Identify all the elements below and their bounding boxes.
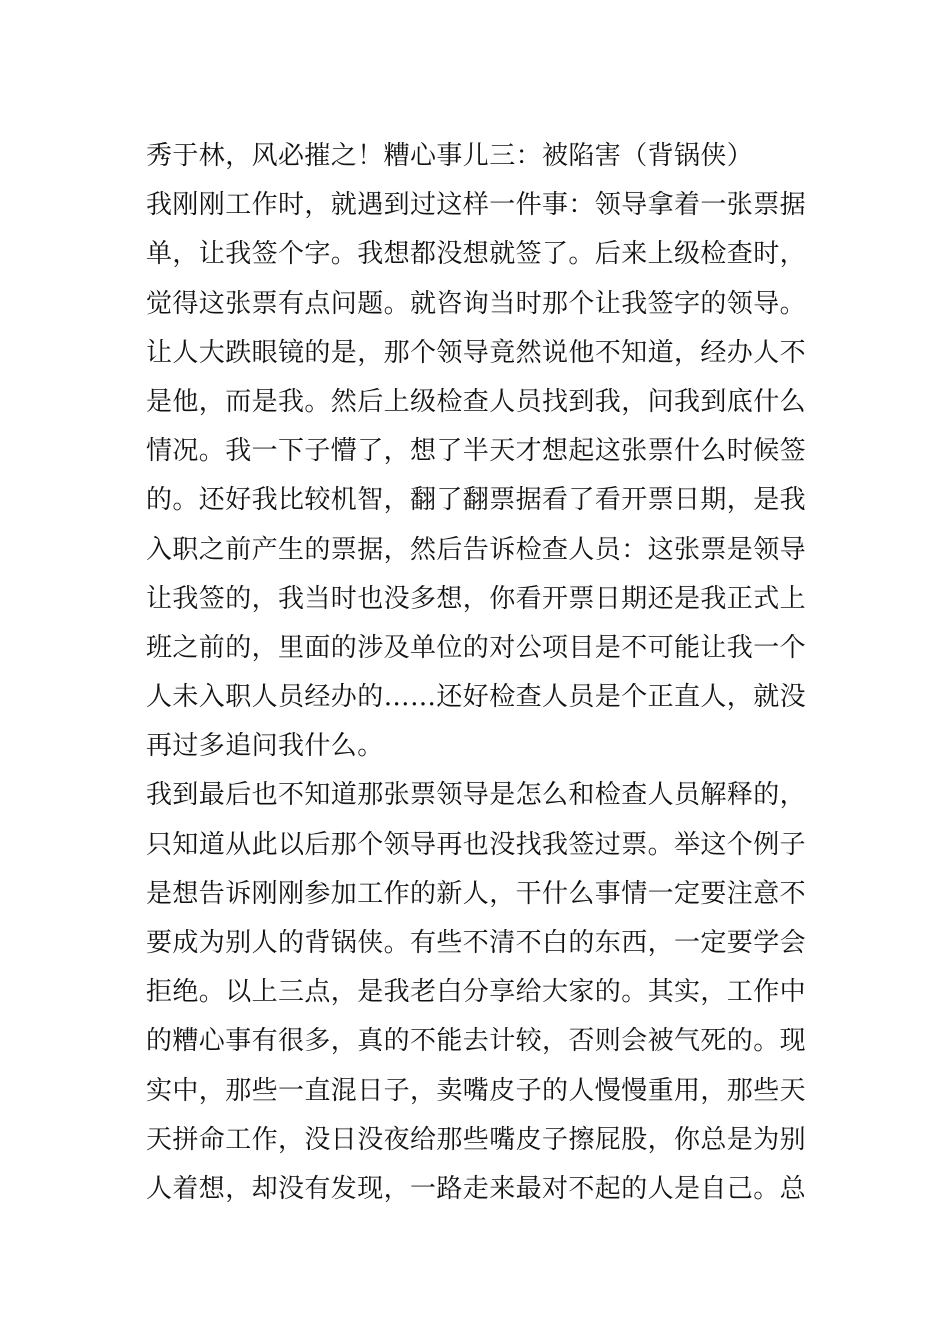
text-line-18: 拒绝。以上三点，是我老白分享给大家的。其实，工作中 bbox=[146, 977, 807, 1008]
text-line-17: 要成为别人的背锅侠。有些不清不白的东西，一定要学会 bbox=[146, 928, 807, 958]
text-line-13: 再过多追问我什么。 bbox=[146, 731, 384, 762]
text-line-9: 入职之前产生的票据，然后告诉检查人员：这张票是领导 bbox=[146, 534, 807, 565]
text-line-21: 天拼命工作，没日没夜给那些嘴皮子擦屁股，你总是为别 bbox=[146, 1124, 807, 1155]
text-line-16: 是想告诉刚刚参加工作的新人，干什么事情一定要注意不 bbox=[146, 878, 807, 909]
text-line-2: 我刚刚工作时，就遇到过这样一件事：领导拿着一张票据 bbox=[146, 190, 807, 221]
text-line-7: 情况。我一下子懵了，想了半天才想起这张票什么时候签 bbox=[146, 436, 807, 467]
text-line-11: 班之前的，里面的涉及单位的对公项目是不可能让我一个 bbox=[146, 632, 807, 663]
text-line-12: 人未入职人员经办的……还好检查人员是个正直人，就没 bbox=[146, 682, 807, 713]
text-line-14: 我到最后也不知道那张票领导是怎么和检查人员解释的， bbox=[146, 780, 807, 811]
text-line-5: 让人大跌眼镜的是，那个领导竟然说他不知道，经办人不 bbox=[146, 337, 807, 368]
text-line-8: 的。还好我比较机智，翻了翻票据看了看开票日期，是我 bbox=[146, 485, 807, 516]
text-line-19: 的糟心事有很多，真的不能去计较，否则会被气死的。现 bbox=[146, 1026, 807, 1057]
text-line-4: 觉得这张票有点问题。就咨询当时那个让我签字的领导。 bbox=[146, 288, 807, 319]
text-line-6: 是他，而是我。然后上级检查人员找到我，问我到底什么 bbox=[146, 386, 807, 417]
text-line-20: 实中，那些一直混日子，卖嘴皮子的人慢慢重用，那些天 bbox=[146, 1075, 807, 1106]
text-line-22: 人着想，却没有发现，一路走来最对不起的人是自己。总 bbox=[146, 1173, 807, 1204]
text-line-3: 单，让我签个字。我想都没想就签了。后来上级检查时， bbox=[146, 239, 807, 270]
text-line-1: 秀于林，风必摧之！糟心事儿三：被陷害（背锅侠） bbox=[146, 141, 754, 171]
text-line-15: 只知道从此以后那个领导再也没找我签过票。举这个例子 bbox=[146, 829, 807, 860]
document-body bbox=[146, 132, 816, 1214]
text-line-10: 让我签的，我当时也没多想，你看开票日期还是我正式上 bbox=[146, 583, 807, 614]
